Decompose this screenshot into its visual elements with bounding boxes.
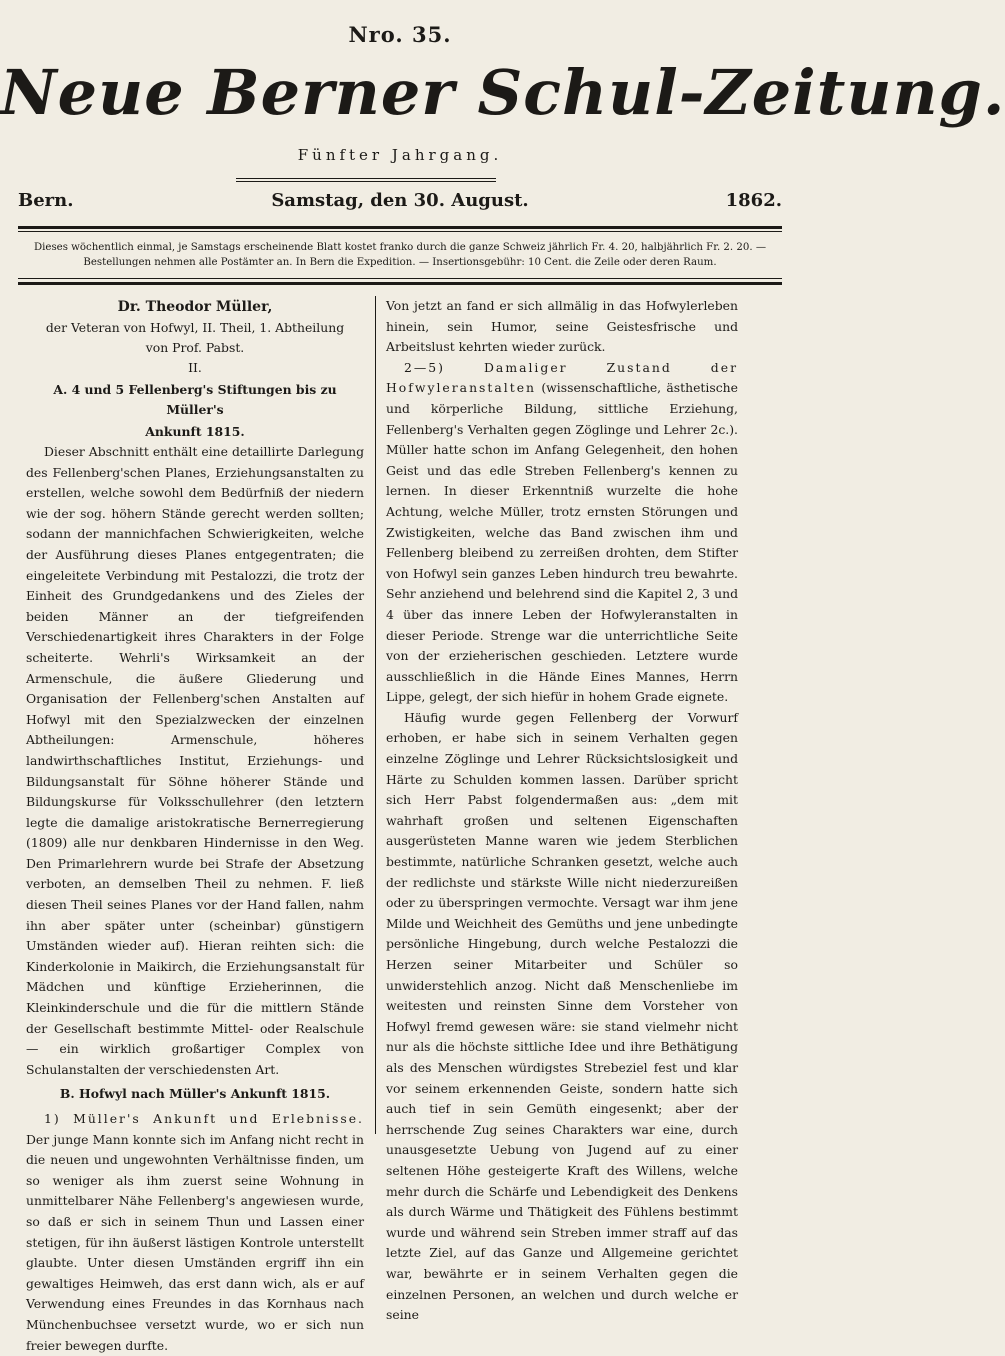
paragraph-4-lead: 2—5) Damaliger Zustand der Hofwyleranstalten (386, 359, 738, 396)
dateline-place: Bern. (18, 190, 74, 211)
article-part: II. (188, 360, 202, 375)
paragraph-2 (26, 1109, 364, 1356)
article-subtitle-2: von Prof. Pabst. (145, 340, 245, 355)
column-left (26, 296, 364, 1353)
masthead-rule (236, 178, 496, 179)
notice-rule-thin (18, 278, 782, 279)
section-a-heading-2: Ankunft 1815. (145, 424, 245, 439)
column-right (386, 296, 738, 1323)
paragraph-1: Dieser Abschnitt enthält eine detaillirte Darlegung des Fellenberg'schen Planes, Erziehungsanstalten zu erstellen, welche sowohl dem Bedürfniß der niedern wie der sog. höhern Stände gerecht werden sollten; sodann der mannichfachen Schwierigkeiten, welche der Ausführung dieses Planes entgegentraten; die eingeleitete Verbindung mit Pestalozzi, die trotz der Einheit des Grundgedankens und des Zieles der beiden Männer an der tiefgreifenden Verschiedenartigkeit ihres Charakters in der Folge scheiterte. Wehrli's Wirksamkeit an der Armenschule, die äußere Gliederung und Organisation der Fellenberg'schen Anstalten auf Hofwyl mit den Spezialzwecken der einzelnen Abtheilungen: Armenschule, höheres landwirthschaftliches Institut, Erziehungs- und Bildungsanstalt für Söhne höherer Stände und Bildungskurse für Volksschullehrer (den letztern legte die damalige aristokratische Bernerregierung (1809) alle nur denkbaren Hindernisse in den Weg. Den Primarlehrern wurde bei Strafe der Absetzung verboten, an demselben Theil zu nehmen. F. ließ diesen Theil seines Planes vor der Hand fallen, nahm ihn aber später unter (scheinbar) günstigern Umständen wieder auf). Hieran reihten sich: die Kinderkolonie in Maikirch, die Erziehungsanstalt für Mädchen und künftige Erzieherinnen, die Kleinkinderschule und die für die mittlern Stände der Gesellschaft bestimmte Mittel- oder Realschule — ein wirklich großartiger Complex von Schulanstalten der verschiedensten Art. (26, 444, 364, 1077)
notice-rule-thick (18, 282, 782, 285)
header-rule-top-thin (18, 231, 782, 232)
dateline-year: 1862. (725, 190, 782, 211)
section-b-heading: B. Hofwyl nach Müller's Ankunft 1815. (59, 1086, 331, 1102)
dateline-date: Samstag, den 30. August. (271, 190, 529, 211)
header-rule-top (18, 226, 782, 229)
section-a-heading-1: A. 4 und 5 Fellenberg's Stiftungen bis zu Müller's (53, 382, 337, 417)
paragraph-5: Häufig wurde gegen Fellenberg der Vorwurf erhoben, er habe sich in seinem Verhalten gegen einzelne Zöglinge und Lehrer Rücksichtslosigkeit und Härte zu Schulden kommen lassen. Darüber spricht sich Herr Pabst folgendermaßen aus: „dem mit wahrhaft großen und seltenen Eigenschaften ausgerüsteten Manne waren wie jedem Sterblichen bestimmte, natürliche Schranken gesetzt, welche auch der redlichste und stärkste Wille nicht niederzureißen oder zu überspringen vermochte. Versagt war ihm jene Milde und Weichheit des Gemüths und jene unbedingte persönliche Hingebung, durch welche Pestalozzi die Herzen seiner Mitarbeiter und Schüler so unwiderstehlich anzog. Nicht daß Menschenliebe im weitesten und reinsten Sinne dem Vorsteher von Hofwyl fremd gewesen wäre: sie stand vielmehr nicht nur als die höchste sittliche Idee und ihre Bethätigung als des Menschen würdigstes Strebeziel fest und klar vor seinem erkennenden Geiste, sondern hatte sich auch tief in sein Gemüth eingesenkt; aber der herrschende Zug seines Charakters war eine, durch unausgesetzte Uebung von Jugend auf zu einer seltenen Höhe gesteigerte Kraft des Willens, welche mehr durch die Schärfe und Lebendigkeit des Denkens als durch Wärme und Thätigkeit des Fühlens bestimmt wurde und während sein Streben immer straff auf das letzte Ziel, auf das Ganze und Allgemeine gerichtet war, bewährte er in seinem Verhalten gegen die einzelnen Personen, an welchen und durch welche er seine (386, 709, 738, 1323)
paragraph-4 (386, 358, 738, 708)
subscription-notice: Dieses wöchentlich einmal, je Samstags erscheinende Blatt kostet franko durch die ganze Schweiz jährlich Fr. 4. 20, halbjährlich Fr. 2. 20. — Bestellungen nehmen alle Postämter an. In Bern die Expedition. — Insertionsgebühr: 10 Cent. die Zeile oder deren Raum. (33, 242, 767, 268)
masthead-rule-2 (236, 181, 496, 182)
paragraph-2-lead: 1) Müller's Ankunft und Erlebnisse. (44, 1111, 364, 1126)
paragraph-3: Von jetzt an fand er sich allmälig in das Hofwylerleben hinein, sein Humor, seine Geistesfrische und Arbeitslust kehrten wieder zurück. (386, 298, 738, 355)
article-subtitle-1: der Veteran von Hofwyl, II. Theil, 1. Abtheilung (45, 320, 345, 335)
volume-line: Fünfter Jahrgang. (297, 146, 503, 164)
dateline (18, 190, 782, 216)
article-title: Dr. Theodor Müller, (117, 299, 273, 315)
paragraph-4-text: (wissenschaftliche, ästhetische und körperliche Bildung, sittliche Erziehung, Fellenberg's Verhalten gegen Zöglinge und Lehrer 2c.). Müller hatte schon im Anfang Gelegenheit, den hohen Geist und das edle Streben Fellenberg's kennen zu lernen. In dieser Erkenntniß wurzelte die hohe Achtung, welche Müller, trotz ernsten Störungen und Zwistigkeiten, welche das Band zwischen ihm und Fellenberg bleibend zu zerreißen drohten, dem Stifter von Hofwyl sein ganzes Leben hindurch treu bewahrte. Sehr anziehend und belehrend sind die Kapitel 2, 3 und 4 über das innere Leben der Hofwyleranstalten in dieser Periode. Strenge war die unterrichtliche Seite von der erzieherischen geschieden. Letztere wurde ausschließlich in die Hände Eines Mannes, Herrn Lippe, gelegt, der sich hiefür in hohem Grade eignete. (386, 380, 738, 705)
column-divider (375, 296, 376, 1134)
issue-number: Nro. 35. (348, 22, 452, 47)
masthead-title: Neue Berner Schul-Zeitung. (0, 56, 1005, 129)
paragraph-2-text: Der junge Mann konnte sich im Anfang nicht recht in die neuen und ungewohnten Verhältnisse finden, um so weniger als ihm zuerst seine Wohnung in unmittelbarer Nähe Fellenberg's angewiesen wurde, so daß er sich in seinem Thun und Lassen einer stetigen, für ihn äußerst lästigen Kontrole unterstellt glaubte. Unter diesen Umständen ergriff ihn ein gewaltiges Heimweh, das erst dann wich, als er auf Verwendung eines Freundes in das Kornhaus nach Münchenbuchsee versetzt wurde, wo er sich nun freier bewegen durfte. (26, 1131, 364, 1353)
